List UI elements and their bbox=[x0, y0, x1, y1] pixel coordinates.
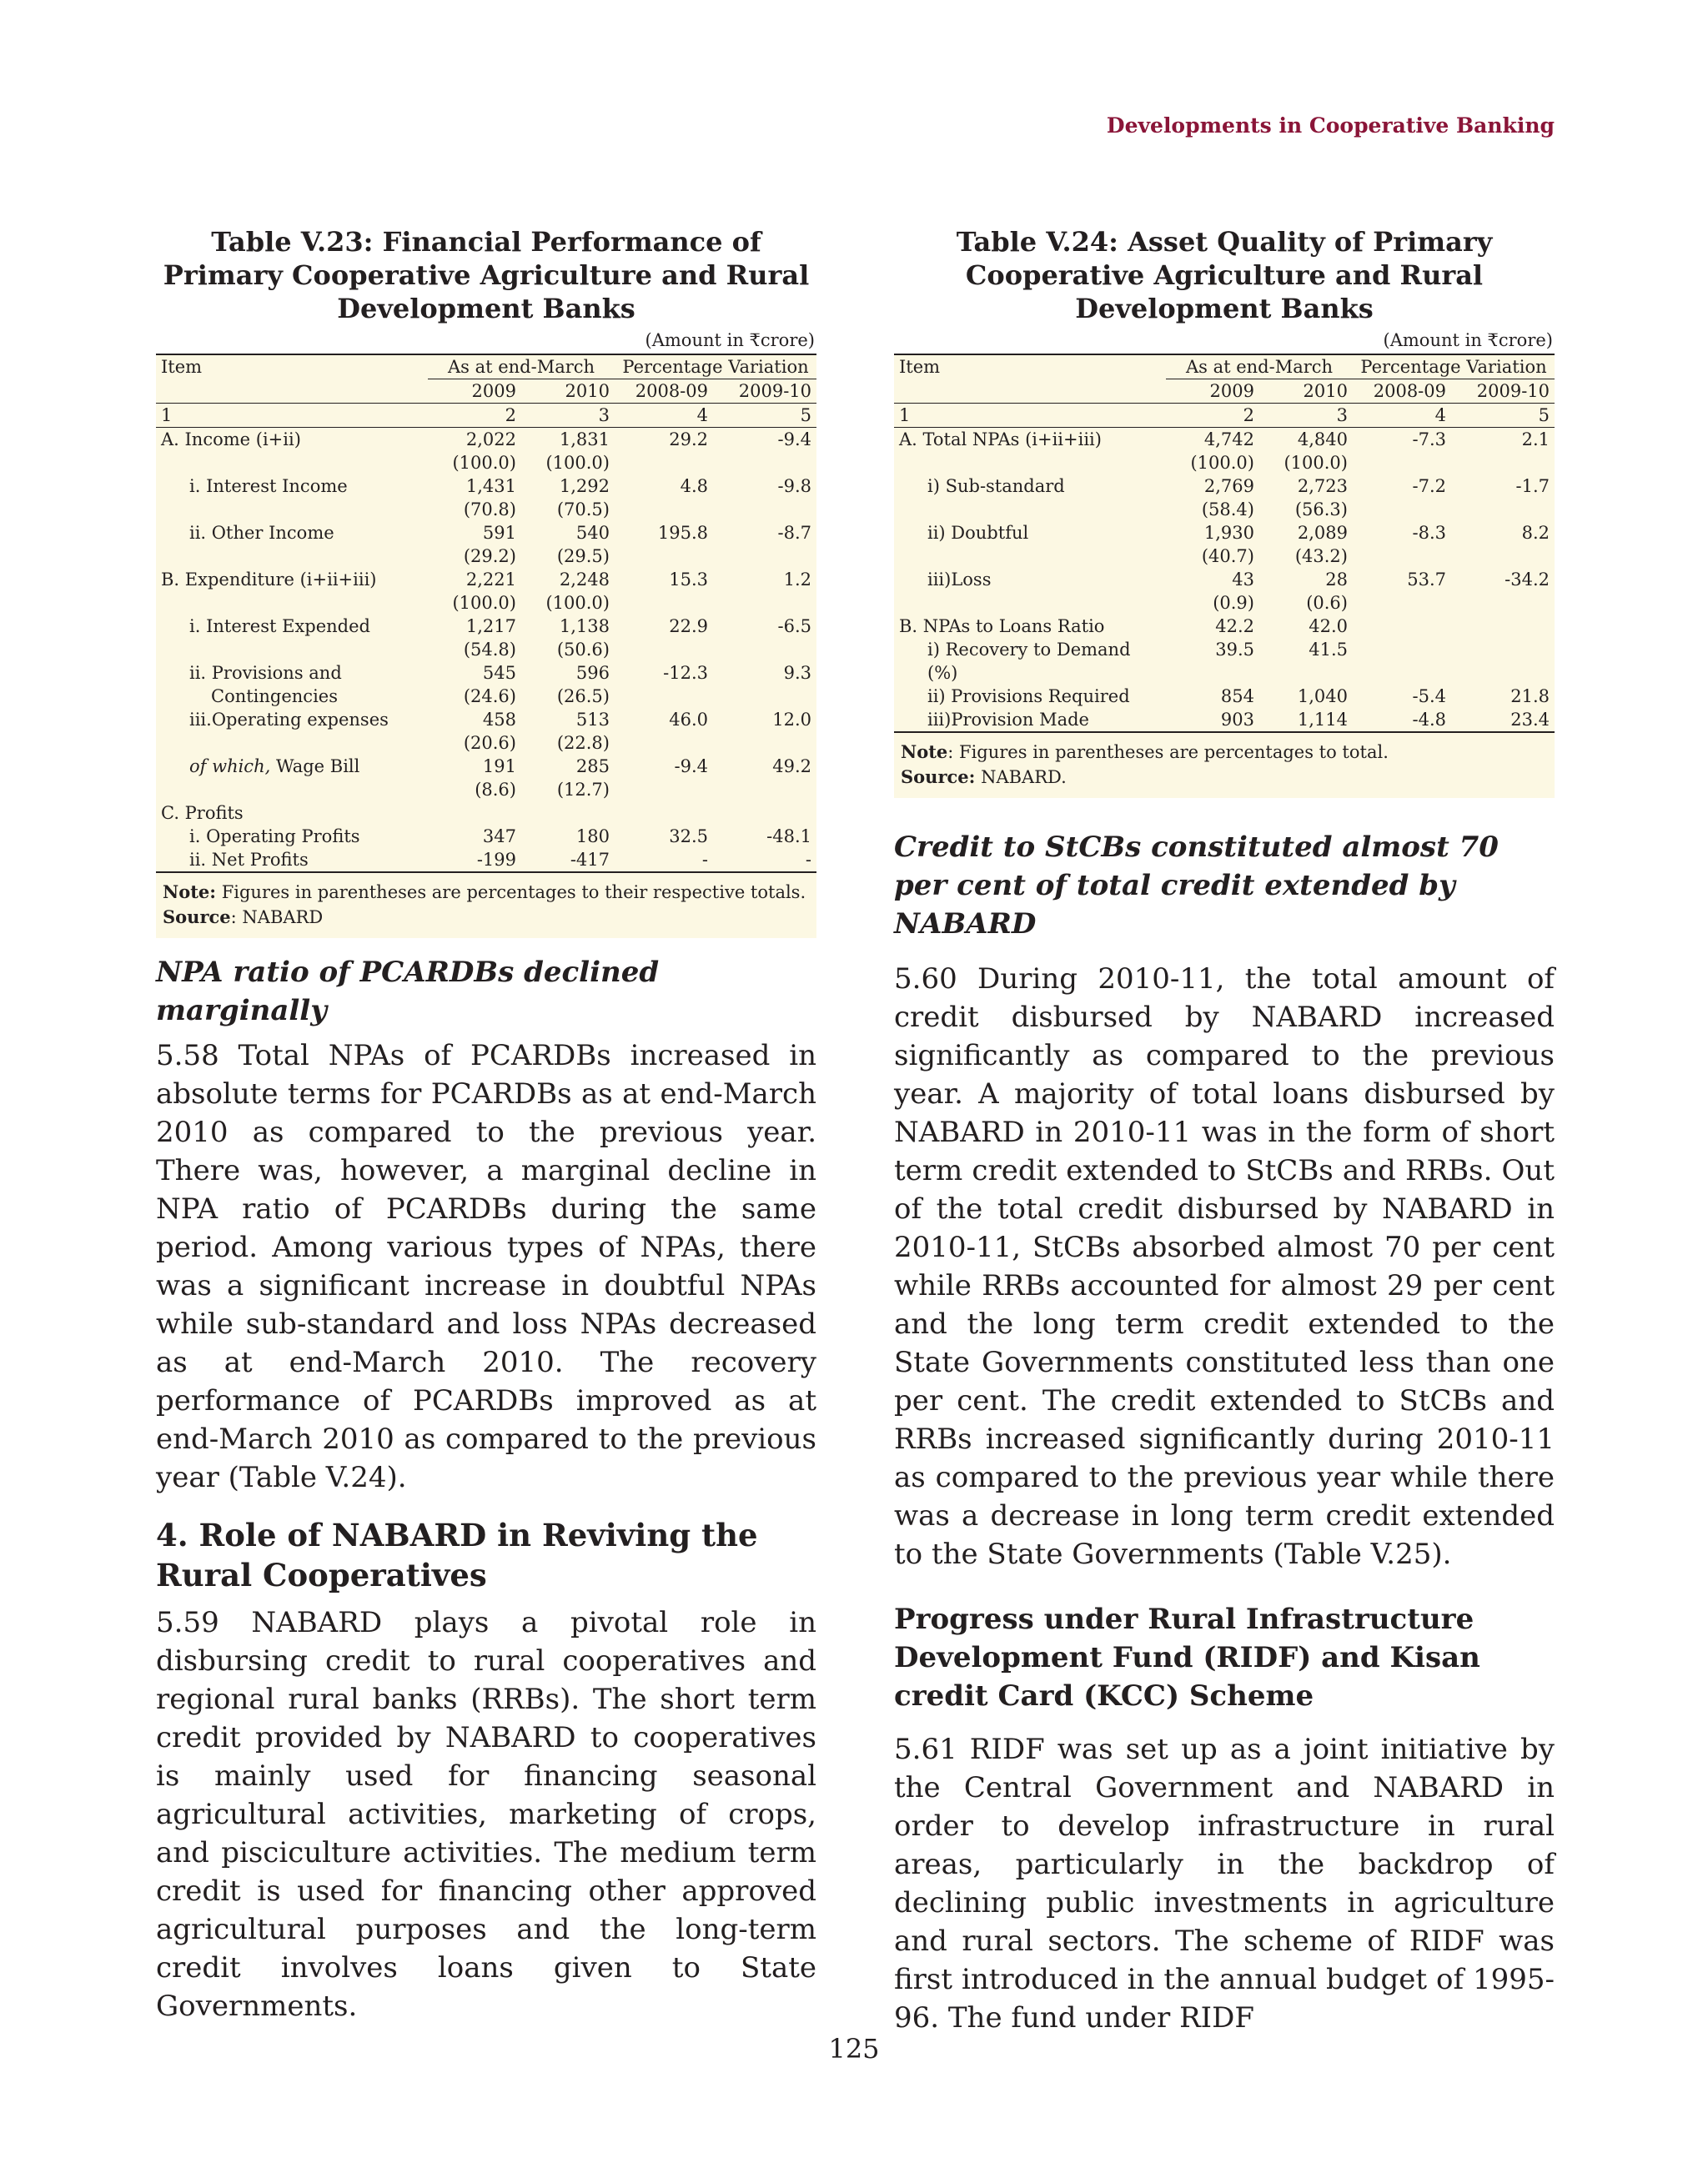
table24-cell: 41.5 bbox=[1309, 640, 1348, 660]
table23-cell: 191 bbox=[482, 756, 516, 776]
table24-cell: 903 bbox=[1220, 710, 1254, 730]
para-5-61: 5.61 RIDF was set up as a joint initiative by the Central Government and NABARD in order to develop infrastructure in rural areas, particularly in the backdrop of declining public investments in agriculture and rural sectors. The scheme of RIDF was first introduced in the annual budget of 1995-96. The fund under RIDF bbox=[894, 1733, 1555, 2035]
table24-cell: (40.7) bbox=[1201, 546, 1254, 566]
table-row bbox=[894, 615, 1555, 638]
table23-note bbox=[156, 871, 816, 938]
table23-row-label bbox=[156, 568, 428, 591]
table24-cell: -1.7 bbox=[1515, 476, 1550, 496]
table-row bbox=[156, 685, 816, 708]
table24-source-label: Source: bbox=[901, 766, 976, 787]
para-5-58: 5.58 Total NPAs of PCARDBs increased in absolute terms for PCARDBs as at end-March 2010 as compared to the previous year. There was, however, a marginal decline in NPA ratio of PCARDBs during the same period. Among various types of NPAs, there was a significant increase in doubtful NPAs while sub-standard and loss NPAs decreased as at end-March 2010. The recovery performance of PCARDBs improved as at end-March 2010 as compared to the previous year (Table V.24). bbox=[156, 1039, 816, 1494]
table23-cell: -9.4 bbox=[777, 429, 812, 449]
table23-cell: (8.6) bbox=[475, 780, 516, 800]
table-row bbox=[894, 521, 1555, 545]
table23-row-label-text: i. Interest Income bbox=[189, 476, 348, 496]
table23-cell: (54.8) bbox=[463, 640, 516, 660]
table24-header-col: 2008-09 bbox=[1373, 381, 1446, 401]
table24-row-label bbox=[894, 685, 1166, 708]
table23-source-line bbox=[163, 905, 810, 930]
table-row bbox=[156, 521, 816, 545]
table24-colnum: 1 bbox=[899, 405, 911, 425]
table23-cell: 15.3 bbox=[669, 570, 708, 590]
table24-cell: 8.2 bbox=[1521, 523, 1550, 543]
table24-cell: (100.0) bbox=[1190, 453, 1254, 473]
table23-cell: 49.2 bbox=[772, 756, 812, 776]
table23-cell: 46.0 bbox=[669, 710, 708, 730]
table23-title: Table V.23: Financial Performance of Primary Cooperative Agriculture and Rural Development Banks bbox=[163, 226, 810, 324]
table23-cell bbox=[713, 545, 816, 568]
table24-cell: 1,930 bbox=[1203, 523, 1254, 543]
table23-cell bbox=[615, 591, 713, 615]
table23-cell bbox=[615, 545, 713, 568]
table23-cell: 347 bbox=[482, 826, 516, 846]
table23-row-label bbox=[156, 428, 428, 452]
table23-header-col: 2009 bbox=[471, 381, 516, 401]
table-row bbox=[156, 848, 816, 871]
table24-row-label bbox=[894, 521, 1166, 545]
table23-cell: -417 bbox=[570, 850, 610, 870]
para-5-59: 5.59 NABARD plays a pivotal role in disbursing credit to rural cooperatives and regional rural banks (RRBs). The short term credit provided by NABARD to cooperatives is mainly used for financing seasonal agricultural activities, marketing of crops, and pisciculture activities. The medium term credit is used for financing other approved agricultural purposes and the long-term credit involves loans given to State Governments. bbox=[156, 1606, 816, 2023]
table23-header-pct-variation: Percentage Variation bbox=[615, 354, 816, 379]
table24-row-label bbox=[894, 545, 1166, 568]
table24-cell: -4.8 bbox=[1412, 710, 1446, 730]
table24-cell: -7.2 bbox=[1412, 476, 1446, 496]
table23-cell bbox=[713, 731, 816, 755]
table24-cell: 2.1 bbox=[1521, 429, 1550, 449]
table23-row-label bbox=[156, 615, 428, 638]
table24-cell: -7.3 bbox=[1412, 429, 1446, 449]
table-row bbox=[156, 498, 816, 521]
table23-cell: 545 bbox=[482, 663, 516, 683]
table23-cell: (29.5) bbox=[556, 546, 610, 566]
table24-row-label-text: iii)Provision Made bbox=[927, 710, 1089, 730]
table24-row-label bbox=[894, 591, 1166, 615]
table23-row-label-text: A. Income (i+ii) bbox=[161, 429, 301, 449]
table23-cell: -12.3 bbox=[663, 663, 708, 683]
table24-cell: 42.2 bbox=[1215, 616, 1254, 636]
table23-row-label bbox=[156, 755, 428, 778]
table24-cell: (56.3) bbox=[1294, 499, 1348, 519]
table24-cell bbox=[1353, 615, 1451, 638]
table23-row-label bbox=[156, 685, 428, 708]
table-row bbox=[156, 708, 816, 731]
table23-row-label bbox=[156, 451, 428, 474]
table23-cell bbox=[713, 498, 816, 521]
table23-colnum: 4 bbox=[696, 405, 708, 425]
table24-cell: 23.4 bbox=[1510, 710, 1550, 730]
table23-cell: 285 bbox=[575, 756, 610, 776]
table23-cell: (100.0) bbox=[452, 593, 516, 613]
table23-cell: 12.0 bbox=[772, 710, 812, 730]
table24-row-label-text: A. Total NPAs (i+ii+iii) bbox=[899, 429, 1102, 449]
table-row bbox=[894, 451, 1555, 474]
table-row bbox=[156, 615, 816, 638]
table24-header-col: 2010 bbox=[1303, 381, 1348, 401]
table23-cell: (20.6) bbox=[463, 733, 516, 753]
table24-header-col: 2009 bbox=[1209, 381, 1254, 401]
table24-cell: -5.4 bbox=[1412, 686, 1446, 706]
table24-cell bbox=[1353, 451, 1451, 474]
page-number: 125 bbox=[828, 2033, 880, 2065]
table23-header-col: 2010 bbox=[565, 381, 610, 401]
table24-row-label bbox=[894, 708, 1166, 731]
table24-unit: (Amount in ₹crore) bbox=[894, 330, 1555, 354]
table24-cell: 2,089 bbox=[1297, 523, 1348, 543]
table24-cell bbox=[1353, 591, 1451, 615]
table24-colnum: 5 bbox=[1538, 405, 1550, 425]
table23-cell bbox=[713, 685, 816, 708]
table23-colnum: 3 bbox=[598, 405, 610, 425]
table-row bbox=[894, 638, 1555, 685]
table24-cell: (43.2) bbox=[1294, 546, 1348, 566]
table24-header-pct-variation: Percentage Variation bbox=[1353, 354, 1555, 379]
table24-cell: 39.5 bbox=[1215, 640, 1254, 660]
table23-cell: (29.2) bbox=[463, 546, 516, 566]
table23-row-label bbox=[156, 474, 428, 498]
table-row bbox=[894, 591, 1555, 615]
table23-cell bbox=[615, 498, 713, 521]
table23-note-text: Figures in parentheses are percentages to their respective totals. bbox=[216, 882, 806, 902]
table24-row-label-text: B. NPAs to Loans Ratio bbox=[899, 616, 1105, 636]
table24-cell bbox=[1353, 638, 1451, 685]
table24-cell bbox=[1451, 451, 1555, 474]
left-heading-npa: NPA ratio of PCARDBs declined marginally bbox=[156, 956, 660, 1027]
table23-cell bbox=[713, 778, 816, 801]
table23-cell: 1,138 bbox=[559, 616, 610, 636]
table24-row-label-text: ii) Provisions Required bbox=[927, 686, 1130, 706]
table-row bbox=[156, 661, 816, 685]
table23-row-label bbox=[156, 545, 428, 568]
table24-cell: 43 bbox=[1232, 570, 1254, 590]
table-row bbox=[156, 545, 816, 568]
table24-source-text: NABARD. bbox=[975, 767, 1067, 787]
table24-grid bbox=[894, 354, 1555, 731]
table23-row-label bbox=[156, 778, 428, 801]
table23-colnum: 2 bbox=[505, 405, 516, 425]
table24-cell bbox=[1451, 591, 1555, 615]
table23-cell: -8.7 bbox=[777, 523, 812, 543]
table24-note-line bbox=[901, 740, 1548, 765]
table-row bbox=[156, 591, 816, 615]
table-row bbox=[894, 474, 1555, 498]
table24-cell: (100.0) bbox=[1284, 453, 1348, 473]
table24-cell: (0.6) bbox=[1306, 593, 1348, 613]
table23-cell: - bbox=[805, 850, 812, 870]
table23-cell: (70.5) bbox=[556, 499, 610, 519]
table23-cell: -9.4 bbox=[674, 756, 708, 776]
table23-cell bbox=[615, 451, 713, 474]
table24-cell bbox=[1451, 615, 1555, 638]
table23-cell: 1,217 bbox=[465, 616, 516, 636]
table23-cell: (100.0) bbox=[452, 453, 516, 473]
table24-cell: 53.7 bbox=[1407, 570, 1446, 590]
table23-cell: -6.5 bbox=[777, 616, 812, 636]
table-row bbox=[156, 638, 816, 661]
table23-cell bbox=[713, 801, 816, 825]
table23-row-label bbox=[156, 848, 428, 871]
table23-note-label: Note: bbox=[163, 881, 217, 902]
table23-row-label bbox=[156, 638, 428, 661]
table-row bbox=[156, 825, 816, 848]
table23-row-label-text: ii. Other Income bbox=[189, 523, 334, 543]
table23-cell: 1,292 bbox=[559, 476, 610, 496]
table23-row-label bbox=[156, 591, 428, 615]
table-row bbox=[894, 545, 1555, 568]
table23-row-label bbox=[156, 661, 428, 685]
table23-cell: -199 bbox=[476, 850, 516, 870]
table24-cell: 1,114 bbox=[1297, 710, 1348, 730]
table24-row-label bbox=[894, 638, 1166, 685]
para-5-60: 5.60 During 2010-11, the total amount of credit disbursed by NABARD increased significantly as compared to the previous year. A majority of total loans disbursed by NABARD in 2010-11 was in the form of short term credit extended to StCBs and RRBs. Out of the total credit disbursed by NABARD in 2010-11, StCBs absorbed almost 70 per cent while RRBs accounted for almost 29 per cent and the long term credit extended to the State Governments constituted less than one per cent. The credit extended to StCBs and RRBs increased significantly during 2010-11 as compared to the previous year while there was a decrease in long term credit extended to the State Governments (Table V.25). bbox=[894, 962, 1555, 1571]
table23-cell: - bbox=[701, 850, 708, 870]
table23-row-label-text: iii.Operating expenses bbox=[189, 710, 389, 730]
table24-note-label: Note bbox=[901, 741, 948, 762]
table23-row-label-text: B. Expenditure (i+ii+iii) bbox=[161, 570, 377, 590]
table23-cell: (70.8) bbox=[463, 499, 516, 519]
table24-source-line bbox=[901, 765, 1548, 790]
table24-note bbox=[894, 731, 1555, 798]
table23-row-label-text: Contingencies bbox=[211, 686, 338, 706]
table23-cell: -9.8 bbox=[777, 476, 812, 496]
table24-cell: 2,723 bbox=[1297, 476, 1348, 496]
table23-row-label-text: i. Operating Profits bbox=[189, 826, 360, 846]
table24-row-label-text: ii) Doubtful bbox=[927, 523, 1029, 543]
table24-row-label bbox=[894, 615, 1166, 638]
table23-header-item: Item bbox=[156, 354, 428, 404]
table23-cell: 591 bbox=[482, 523, 516, 543]
table24-title: Table V.24: Asset Quality of Primary Cooperative Agriculture and Rural Development Banks bbox=[956, 226, 1493, 324]
table23-cell: 1.2 bbox=[783, 570, 812, 590]
table24-row-label bbox=[894, 428, 1166, 452]
table24-row-label bbox=[894, 451, 1166, 474]
table23-header-end-march: As at end-March bbox=[428, 354, 615, 379]
table23-row-label bbox=[156, 498, 428, 521]
table24-header-end-march: As at end-March bbox=[1166, 354, 1353, 379]
table23-cell bbox=[615, 778, 713, 801]
table23-row-label-text: ii. Net Profits bbox=[189, 850, 309, 870]
table23-row-label-text: ii. Provisions and bbox=[189, 663, 342, 683]
table24-cell bbox=[1353, 498, 1451, 521]
table24-cell bbox=[1451, 498, 1555, 521]
table-row bbox=[156, 568, 816, 591]
table23-row-label-text: Wage Bill bbox=[270, 756, 360, 776]
table23-grid bbox=[156, 354, 816, 871]
table-row bbox=[894, 498, 1555, 521]
table24-cell: 854 bbox=[1220, 686, 1254, 706]
table24-row-label bbox=[894, 474, 1166, 498]
table23 bbox=[156, 354, 816, 938]
table24-cell: 42.0 bbox=[1309, 616, 1348, 636]
table23-cell: 1,831 bbox=[559, 429, 610, 449]
table-row bbox=[894, 428, 1555, 452]
table24-header-col: 2009-10 bbox=[1476, 381, 1550, 401]
table24-cell: 28 bbox=[1325, 570, 1348, 590]
table23-note-line bbox=[163, 880, 810, 905]
table-row bbox=[156, 451, 816, 474]
table24-colnum: 3 bbox=[1336, 405, 1348, 425]
table23-cell: (100.0) bbox=[545, 453, 610, 473]
table-row bbox=[894, 708, 1555, 731]
table24-cell: (0.9) bbox=[1213, 593, 1254, 613]
table23-cell: (50.6) bbox=[556, 640, 610, 660]
table23-cell: 4.8 bbox=[680, 476, 708, 496]
table23-cell bbox=[615, 801, 713, 825]
table23-row-label bbox=[156, 801, 428, 825]
table23-cell: (26.5) bbox=[556, 686, 610, 706]
table23-cell: (100.0) bbox=[545, 593, 610, 613]
table24-row-label-text: i) Sub-standard bbox=[927, 476, 1065, 496]
table24-row-label bbox=[894, 568, 1166, 591]
table-row bbox=[156, 428, 816, 452]
table24 bbox=[894, 354, 1555, 798]
table23-cell bbox=[615, 638, 713, 661]
table-row bbox=[156, 755, 816, 778]
table-row bbox=[156, 801, 816, 825]
table24-row-label-text: i) Recovery to Demand (%) bbox=[927, 640, 1131, 683]
table23-row-label bbox=[156, 825, 428, 848]
table23-colnum: 5 bbox=[800, 405, 812, 425]
table23-cell bbox=[713, 451, 816, 474]
table23-cell: 2,221 bbox=[465, 570, 516, 590]
table23-row-label bbox=[156, 708, 428, 731]
table24-cell: 4,840 bbox=[1297, 429, 1348, 449]
table24-colnum: 4 bbox=[1434, 405, 1446, 425]
table24-row-label-text: iii)Loss bbox=[927, 570, 992, 590]
table24-cell bbox=[1451, 638, 1555, 685]
table-row bbox=[156, 731, 816, 755]
table23-cell bbox=[713, 591, 816, 615]
table23-cell: -48.1 bbox=[766, 826, 812, 846]
table24-note-text: : Figures in parentheses are percentages to total. bbox=[947, 742, 1389, 762]
table23-source-text: : NABARD bbox=[230, 907, 324, 927]
table23-header-col: 2009-10 bbox=[738, 381, 812, 401]
table-row bbox=[894, 568, 1555, 591]
table23-unit: (Amount in ₹crore) bbox=[156, 330, 816, 354]
table23-row-label-text: C. Profits bbox=[161, 803, 244, 823]
table24-header-item: Item bbox=[894, 354, 1166, 404]
table23-row-label-italic: of which, bbox=[189, 756, 271, 776]
table-row bbox=[156, 474, 816, 498]
table23-cell bbox=[428, 801, 521, 825]
right-heading-ridf-kcc: Progress under Rural Infrastructure Development Fund (RIDF) and Kisan credit Card (KCC) Scheme bbox=[894, 1603, 1480, 1713]
table23-source-label: Source bbox=[163, 906, 231, 927]
table23-cell: 32.5 bbox=[669, 826, 708, 846]
table24-cell: -8.3 bbox=[1412, 523, 1446, 543]
table24-cell bbox=[1451, 545, 1555, 568]
left-column bbox=[156, 225, 816, 2025]
right-heading-credit-stcbs: Credit to StCBs constituted almost 70 per cent of total credit extended by NABARD bbox=[894, 831, 1499, 941]
table23-cell bbox=[615, 731, 713, 755]
table23-row-label bbox=[156, 521, 428, 545]
table23-cell bbox=[521, 801, 615, 825]
right-column bbox=[894, 225, 1555, 2037]
table24-cell bbox=[1353, 545, 1451, 568]
table23-cell: 596 bbox=[575, 663, 610, 683]
table24-cell: 2,769 bbox=[1203, 476, 1254, 496]
table23-cell: 180 bbox=[575, 826, 610, 846]
table23-cell: 513 bbox=[575, 710, 610, 730]
table23-row-label-text: i. Interest Expended bbox=[189, 616, 370, 636]
left-heading-role-nabard: 4. Role of NABARD in Reviving the Rural Cooperatives bbox=[156, 1517, 758, 1593]
table23-cell: 2,022 bbox=[465, 429, 516, 449]
table-row bbox=[156, 778, 816, 801]
table24-row-label bbox=[894, 498, 1166, 521]
table23-cell: 29.2 bbox=[669, 429, 708, 449]
running-header: Developments in Cooperative Banking bbox=[1106, 113, 1555, 138]
table23-cell: 9.3 bbox=[783, 663, 812, 683]
table23-cell: 1,431 bbox=[465, 476, 516, 496]
table23-cell: (22.8) bbox=[556, 733, 610, 753]
table23-cell bbox=[713, 638, 816, 661]
table23-cell: 540 bbox=[575, 523, 610, 543]
table23-cell: (24.6) bbox=[463, 686, 516, 706]
table24-cell: 4,742 bbox=[1203, 429, 1254, 449]
table23-cell: (12.7) bbox=[556, 780, 610, 800]
table23-cell: 2,248 bbox=[559, 570, 610, 590]
table-row bbox=[894, 685, 1555, 708]
table24-cell: -34.2 bbox=[1505, 570, 1550, 590]
table23-row-label bbox=[156, 731, 428, 755]
table24-cell: 1,040 bbox=[1297, 686, 1348, 706]
table23-cell: 195.8 bbox=[657, 523, 708, 543]
table24-cell: 21.8 bbox=[1510, 686, 1550, 706]
table24-cell: (58.4) bbox=[1201, 499, 1254, 519]
table23-cell: 22.9 bbox=[669, 616, 708, 636]
table24-colnum: 2 bbox=[1243, 405, 1254, 425]
table23-cell: 458 bbox=[482, 710, 516, 730]
table23-colnum: 1 bbox=[161, 405, 173, 425]
table23-cell bbox=[615, 685, 713, 708]
table23-header-col: 2008-09 bbox=[635, 381, 708, 401]
